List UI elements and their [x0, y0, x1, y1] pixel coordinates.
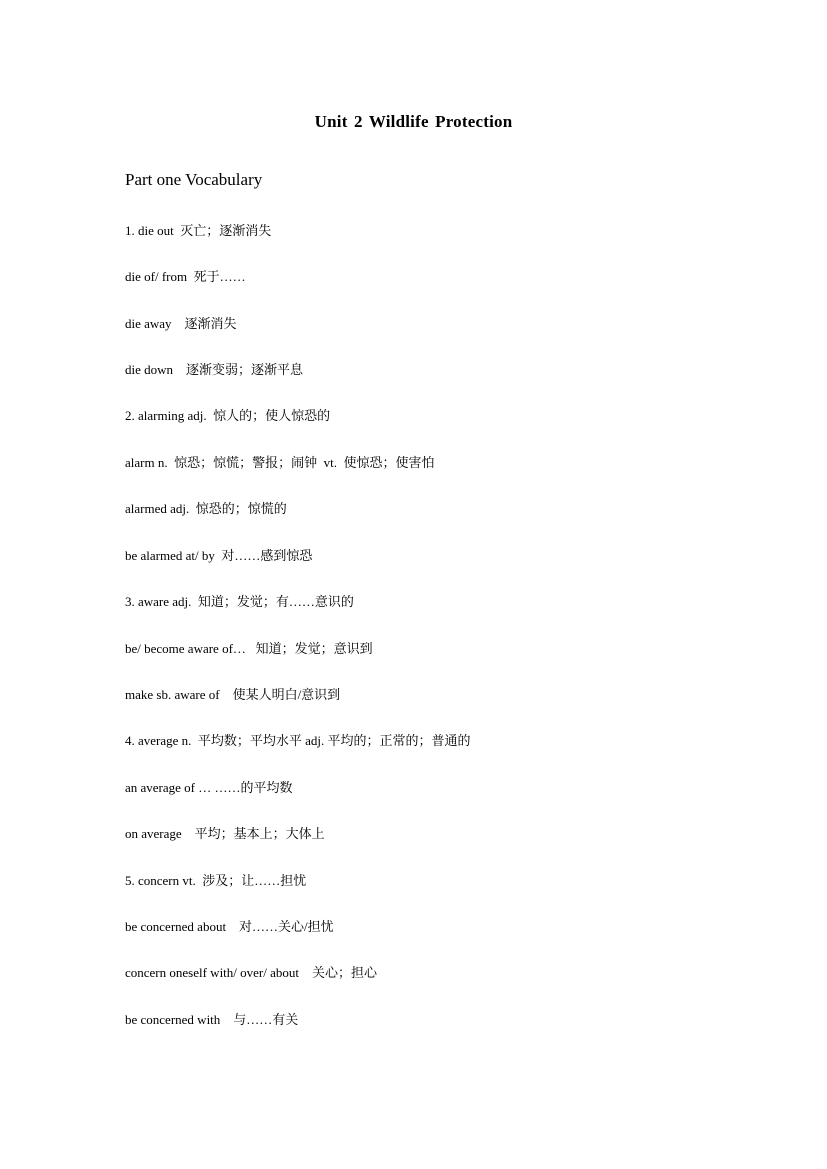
vocab-entry: alarmed adj. 惊恐的；惊慌的 [125, 501, 287, 516]
vocab-entry: alarm n. 惊恐；惊慌；警报；闹钟 vt. 使惊恐；使害怕 [125, 455, 435, 470]
vocab-entry: 5. concern vt. 涉及；让……担忧 [125, 873, 307, 888]
vocab-entry: 4. average n. 平均数；平均水平 adj. 平均的；正常的；普通的 [125, 733, 471, 748]
document-title: Unit 2 Wildlife Protection [314, 112, 513, 131]
vocab-entry: 1. die out 灭亡；逐渐消失 [125, 223, 272, 238]
vocab-entry: concern oneself with/ over/ about 关心；担心 [125, 965, 377, 980]
vocab-entry: 3. aware adj. 知道；发觉；有……意识的 [125, 594, 354, 609]
vocab-entry: die down 逐渐变弱；逐渐平息 [125, 362, 304, 377]
vocab-entry: on average 平均；基本上；大体上 [125, 826, 325, 841]
vocab-entry: be alarmed at/ by 对……感到惊恐 [125, 548, 313, 563]
vocab-entry: make sb. aware of 使某人明白/意识到 [125, 687, 341, 702]
vocab-entry: an average of … ……的平均数 [125, 780, 293, 795]
vocab-entry: be/ become aware of… 知道；发觉；意识到 [125, 641, 373, 656]
vocab-entry: die of/ from 死于…… [125, 269, 246, 284]
vocab-entry: be concerned with 与……有关 [125, 1012, 299, 1027]
vocab-entry: be concerned about 对……关心/担忧 [125, 919, 334, 934]
vocab-entry: die away 逐渐消失 [125, 316, 237, 331]
section-heading: Part one Vocabulary [125, 170, 263, 189]
vocab-entry: 2. alarming adj. 惊人的；使人惊恐的 [125, 408, 331, 423]
